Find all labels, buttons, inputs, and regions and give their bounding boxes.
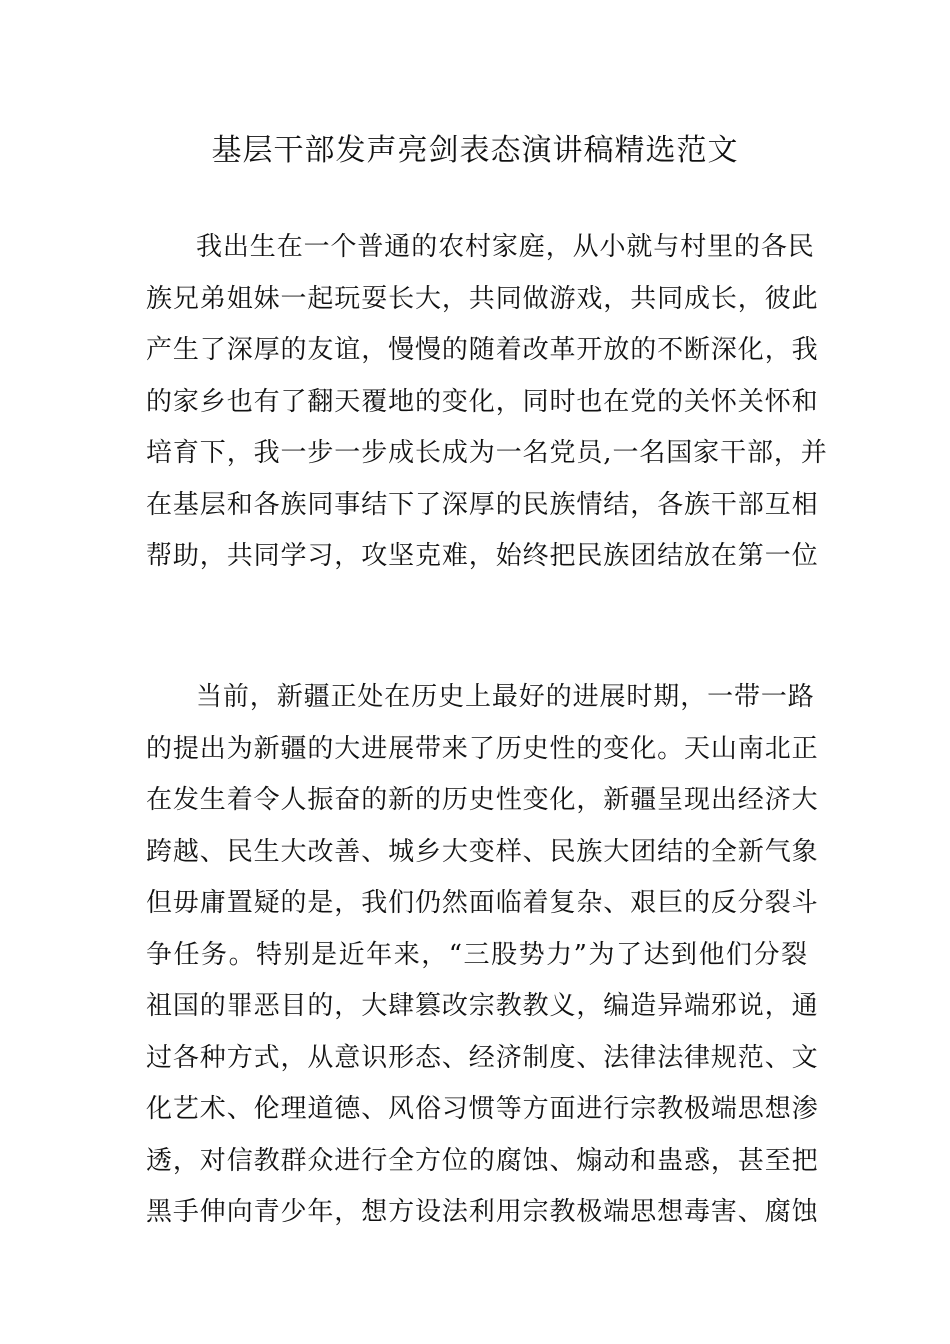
paragraph-line: 产生了深厚的友谊，慢慢的随着改革开放的不断深化，我 — [146, 335, 819, 365]
paragraph-line: 跨越、民生大改善、城乡大变样、民族大团结的全新气象 — [146, 836, 819, 867]
paragraph-line: 培育下，我一步一步成长成为一名党员,一名国家干部，并 — [146, 438, 828, 468]
document-title: 基层干部发声亮剑表态演讲稿精选范文 — [211, 133, 739, 168]
paragraph-2 — [146, 672, 819, 1239]
paragraph-line: 争任务。特别是近年来，“三股势力”为了达到他们分裂 — [146, 939, 808, 970]
paragraph-line: 黑手伸向青少年，想方设法利用宗教极端思想毒害、腐蚀 — [146, 1197, 819, 1227]
paragraph-line: 的提出为新疆的大进展带来了历史性的变化。天山南北正 — [146, 733, 819, 764]
paragraph-line: 在发生着令人振奋的新的历史性变化，新疆呈现出经济大 — [146, 785, 819, 815]
paragraph-line: 族兄弟姐妹一起玩耍长大，共同做游戏，共同成长，彼此 — [146, 283, 819, 314]
paragraph-line: 祖国的罪恶目的，大肆篡改宗教教义，编造异端邪说，通 — [146, 991, 819, 1021]
paragraph-line: 的家乡也有了翻天覆地的变化，同时也在党的关怀关怀和 — [146, 386, 819, 417]
paragraph-line: 透，对信教群众进行全方位的腐蚀、煽动和蛊惑，甚至把 — [146, 1145, 819, 1176]
paragraph-1 — [146, 222, 828, 583]
paragraph-line: 在基层和各族同事结下了深厚的民族情结，各族干部互相 — [146, 489, 819, 520]
paragraph-line: 我出生在一个普通的农村家庭，从小就与村里的各民 — [196, 232, 815, 262]
paragraph-line: 当前，新疆正处在历史上最好的进展时期，一带一路 — [196, 682, 815, 712]
paragraph-line: 过各种方式，从意识形态、经济制度、法律法律规范、文 — [146, 1042, 819, 1073]
paragraph-line: 但毋庸置疑的是，我们仍然面临着复杂、艰巨的反分裂斗 — [146, 888, 819, 918]
paragraph-line: 化艺术、伦理道德、风俗习惯等方面进行宗教极端思想渗 — [146, 1094, 819, 1124]
paragraph-line: 帮助，共同学习，攻坚克难，始终把民族团结放在第一位 — [146, 541, 819, 571]
